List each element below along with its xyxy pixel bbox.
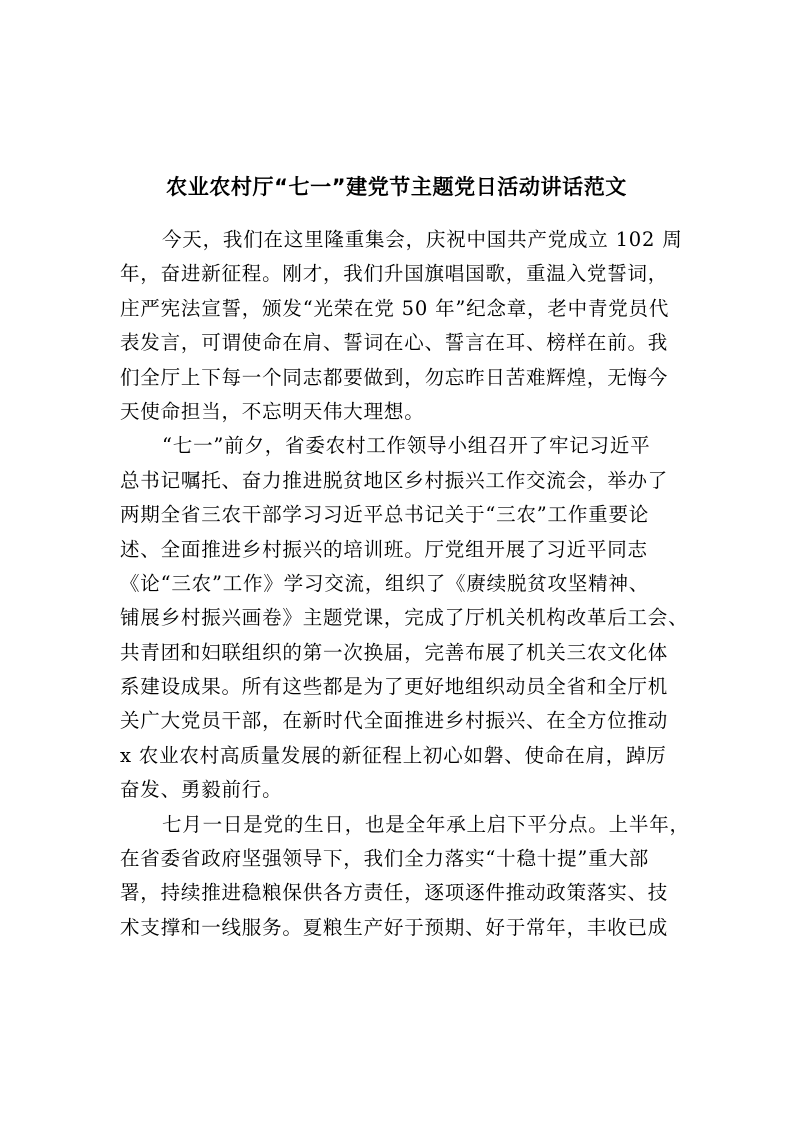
paragraph-2-line-4: 述、全面推进乡村振兴的培训班。厅党组开展了习近平同志 <box>120 537 648 561</box>
paragraph-2-line-6: 铺展乡村振兴画卷》主题党课，完成了厅机关机构改革后工会、 <box>120 606 689 630</box>
paragraph-2-line-11: 奋发、勇毅前行。 <box>120 778 283 802</box>
paragraph-3-line-1: 七月一日是党的生日，也是全年承上启下平分点。上半年， <box>162 812 690 836</box>
paragraph-2-line-2: 总书记嘱托、奋力推进脱贫地区乡村振兴工作交流会，举办了 <box>120 468 669 492</box>
paragraph-1-line-6: 天使命担当，不忘明天伟大理想。 <box>120 399 425 423</box>
paragraph-2-line-7: 共青团和妇联组织的第一次换届，完善布展了机关三农文化体 <box>120 640 669 664</box>
paragraph-2-line-9: 关广大党员干部，在新时代全面推进乡村振兴、在全方位推动 <box>120 709 669 733</box>
paragraph-1-line-3: 庄严宪法宣誓，颁发“光荣在党 50 年”纪念章，老中青党员代 <box>120 296 670 320</box>
paragraph-2-line-10: x 农业农村高质量发展的新征程上初心如磐、使命在肩，踔厉 <box>120 743 667 767</box>
paragraph-2-line-3: 两期全省三农干部学习习近平总书记关于“三农”工作重要论 <box>120 503 650 527</box>
paragraph-2-line-8: 系建设成果。所有这些都是为了更好地组织动员全省和全厅机 <box>120 675 669 699</box>
paragraph-3-line-3: 署，持续推进稳粮保供各方责任，逐项逐件推动政策落实、技 <box>120 881 669 905</box>
paragraph-1-line-1: 今天，我们在这里隆重集会，庆祝中国共产党成立 102 周 <box>162 228 683 251</box>
paragraph-2-line-1: “七一”前夕，省委农村工作领导小组召开了牢记习近平 <box>162 434 651 458</box>
document-title: 农业农村厅“七一”建党节主题党日活动讲话范文 <box>166 175 627 199</box>
document-body <box>120 223 690 945</box>
paragraph-2-line-5: 《论“三农”工作》学习交流，组织了《赓续脱贫攻坚精神、 <box>120 571 650 595</box>
paragraph-3-line-4: 术支撑和一线服务。夏粮生产好于预期、好于常年，丰收已成 <box>120 915 669 939</box>
paragraph-1-line-4: 表发言，可谓使命在肩、誓词在心、誓言在耳、榜样在前。我 <box>120 331 669 355</box>
paragraph-3-line-2: 在省委省政府坚强领导下，我们全力落实“十稳十提”重大部 <box>120 847 650 871</box>
paragraph-1-line-5: 们全厅上下每一个同志都要做到，勿忘昨日苦难辉煌，无悔今 <box>120 365 669 389</box>
paragraph-1-line-2: 年，奋进新征程。刚才，我们升国旗唱国歌，重温入党誓词， <box>120 262 669 286</box>
